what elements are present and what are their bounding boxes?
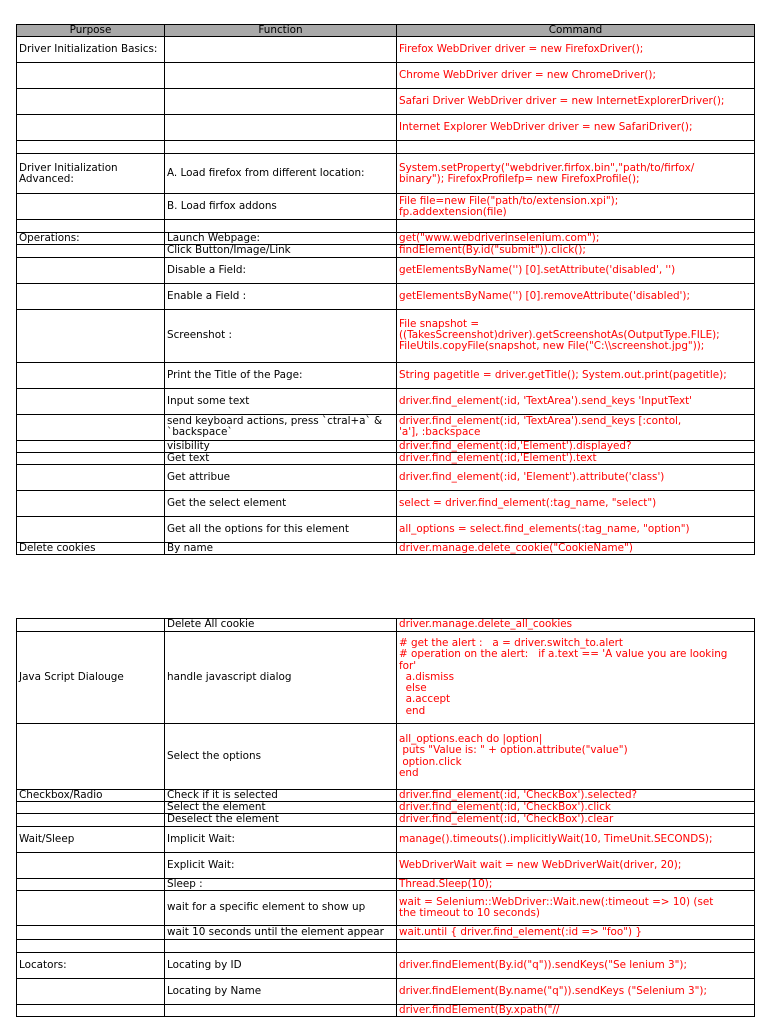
table-row [17,233,755,245]
command-cell: driver.find_element(:id,'Element').text [397,452,755,464]
table-row [17,632,755,724]
purpose-cell: Driver Initialization Advanced: [17,154,165,194]
function-cell [165,89,397,115]
purpose-header: Purpose [17,25,165,37]
table-row [17,802,755,814]
function-cell: Input some text [165,388,397,414]
purpose-cell [17,362,165,388]
command-cell: driver.manage.delete_cookie("CookieName") [397,543,755,555]
function-cell: Screenshot : [165,309,397,362]
command-cell: wait = Selenium::WebDriver::Wait.new(:timeout => 10) (set the timeout to 10 seconds) [397,890,755,925]
command-cell: driver.find_element(:id, 'Element').attribute('class') [397,465,755,491]
purpose-cell [17,257,165,283]
table-row [17,141,755,154]
purpose-cell [17,878,165,890]
table-row [17,362,755,388]
purpose-cell [17,1004,165,1016]
table-row [17,952,755,978]
table-row [17,245,755,257]
table-row [17,517,755,543]
command-header: Command [397,25,755,37]
purpose-cell [17,939,165,952]
function-cell: Delete All cookie [165,619,397,632]
command-cell: select = driver.find_element(:tag_name, "select") [397,491,755,517]
function-cell [165,939,397,952]
command-cell: File file=new File("path/to/extension.xpi"); fp.addextension(file) [397,194,755,220]
function-cell [165,220,397,233]
commands-table-bottom [16,618,755,1017]
table-row [17,491,755,517]
function-cell: Select the element [165,802,397,814]
table-row [17,37,755,63]
commands-table-top [16,24,755,555]
table-row [17,978,755,1004]
command-cell: driver.find_element(:id, 'TextArea').send_keys 'InputText' [397,388,755,414]
purpose-cell [17,491,165,517]
function-cell: Get all the options for this element [165,517,397,543]
purpose-cell [17,978,165,1004]
purpose-cell [17,724,165,790]
table-row [17,724,755,790]
function-cell: Select the options [165,724,397,790]
table-row [17,890,755,925]
purpose-cell [17,194,165,220]
command-cell: driver.find_element(:id, 'CheckBox').clear [397,814,755,826]
table-row [17,388,755,414]
function-cell: Explicit Wait: [165,852,397,878]
table-row [17,814,755,826]
purpose-cell [17,63,165,89]
function-cell: B. Load firfox addons [165,194,397,220]
purpose-cell: Wait/Sleep [17,826,165,852]
command-cell: String pagetitle = driver.getTitle(); System.out.print(pagetitle); [397,362,755,388]
command-cell [397,141,755,154]
table-row [17,283,755,309]
function-cell [165,37,397,63]
function-cell: wait for a specific element to show up [165,890,397,925]
table-row [17,89,755,115]
command-cell: Internet Explorer WebDriver driver = new SafariDriver(); [397,115,755,141]
purpose-cell [17,452,165,464]
function-cell [165,141,397,154]
purpose-cell [17,245,165,257]
function-cell: visibility [165,440,397,452]
function-cell: Disable a Field: [165,257,397,283]
purpose-cell [17,517,165,543]
function-cell: wait 10 seconds until the element appear [165,925,397,939]
command-cell: System.setProperty("webdriver.firfox.bin","path/to/firfox/ binary"); FirefoxProfilefp= new FirefoxProfile(); [397,154,755,194]
purpose-cell [17,141,165,154]
table-row [17,309,755,362]
purpose-cell [17,440,165,452]
header-row [17,25,755,37]
table-row [17,440,755,452]
function-cell: Implicit Wait: [165,826,397,852]
table-row [17,1004,755,1016]
command-cell: wait.until { driver.find_element(:id => "foo") } [397,925,755,939]
purpose-cell [17,852,165,878]
command-cell: getElementsByName('') [0].removeAttribute('disabled'); [397,283,755,309]
command-cell: WebDriverWait wait = new WebDriverWait(driver, 20); [397,852,755,878]
purpose-cell [17,465,165,491]
function-cell [165,115,397,141]
command-cell: Firefox WebDriver driver = new FirefoxDriver(); [397,37,755,63]
table-row [17,852,755,878]
purpose-cell [17,414,165,440]
command-cell: getElementsByName('') [0].setAttribute('disabled', '') [397,257,755,283]
purpose-cell [17,814,165,826]
table-row [17,63,755,89]
function-cell [165,1004,397,1016]
table-row [17,115,755,141]
purpose-cell: Driver Initialization Basics: [17,37,165,63]
function-cell: Locating by ID [165,952,397,978]
command-cell: driver.manage.delete_all_cookies [397,619,755,632]
purpose-cell: Operations: [17,233,165,245]
command-cell [397,220,755,233]
purpose-cell [17,802,165,814]
table-row [17,790,755,802]
command-cell: driver.findElement(By.xpath("// [397,1004,755,1016]
table-row [17,257,755,283]
function-cell: Sleep : [165,878,397,890]
function-cell: Launch Webpage: [165,233,397,245]
command-cell: Safari Driver WebDriver driver = new InternetExplorerDriver(); [397,89,755,115]
purpose-cell: Java Script Dialouge [17,632,165,724]
function-cell: send keyboard actions, press `ctral+a` & `backspace` [165,414,397,440]
function-cell [165,63,397,89]
function-cell: Print the Title of the Page: [165,362,397,388]
command-cell [397,939,755,952]
command-cell: driver.findElement(By.name("q")).sendKeys ("Selenium 3"); [397,978,755,1004]
function-cell: Deselect the element [165,814,397,826]
purpose-cell [17,388,165,414]
table-row [17,878,755,890]
function-cell: A. Load firefox from different location: [165,154,397,194]
table-row [17,452,755,464]
command-cell: driver.find_element(:id, 'TextArea').send_keys [:contol, 'a'], :backspace [397,414,755,440]
command-cell: driver.find_element(:id, 'CheckBox').selected? [397,790,755,802]
function-cell: By name [165,543,397,555]
command-cell: Chrome WebDriver driver = new ChromeDriver(); [397,63,755,89]
purpose-cell [17,283,165,309]
command-cell: get("www.webdriverinselenium.com"); [397,233,755,245]
table-row [17,619,755,632]
purpose-cell [17,115,165,141]
function-cell: Get attribue [165,465,397,491]
function-cell: Enable a Field : [165,283,397,309]
command-cell: # get the alert : a = driver.switch_to.alert # operation on the alert: if a.text == 'A value you are looking for' a.dismiss else a.accept end [397,632,755,724]
purpose-cell [17,309,165,362]
purpose-cell [17,890,165,925]
command-cell: driver.findElement(By.id("q")).sendKeys("Se lenium 3"); [397,952,755,978]
command-cell: File snapshot = ((TakesScreenshot)driver).getScreenshotAs(OutputType.FILE); FileUtils.copyFile(snapshot, new File("C:\\screenshot.jpg")); [397,309,755,362]
function-header: Function [165,25,397,37]
purpose-cell: Delete cookies [17,543,165,555]
function-cell: Click Button/Image/Link [165,245,397,257]
purpose-cell [17,925,165,939]
command-cell: Thread.Sleep(10); [397,878,755,890]
table-row [17,826,755,852]
table-row [17,220,755,233]
function-cell: Get the select element [165,491,397,517]
table-row [17,194,755,220]
table-row [17,925,755,939]
command-cell: findElement(By.id("submit")).click(); [397,245,755,257]
purpose-cell [17,89,165,115]
function-cell: Locating by Name [165,978,397,1004]
command-cell: all_options = select.find_elements(:tag_name, "option") [397,517,755,543]
command-cell: driver.find_element(:id,'Element').displayed? [397,440,755,452]
function-cell: Get text [165,452,397,464]
command-cell: all_options.each do |option| puts "Value is: " + option.attribute("value") option.click end [397,724,755,790]
table-row [17,543,755,555]
table-row [17,414,755,440]
purpose-cell [17,220,165,233]
function-cell: handle javascript dialog [165,632,397,724]
purpose-cell: Locators: [17,952,165,978]
table-row [17,154,755,194]
function-cell: Check if it is selected [165,790,397,802]
purpose-cell: Checkbox/Radio [17,790,165,802]
table-row [17,939,755,952]
command-cell: manage().timeouts().implicitlyWait(10, TimeUnit.SECONDS); [397,826,755,852]
purpose-cell [17,619,165,632]
command-cell: driver.find_element(:id, 'CheckBox').click [397,802,755,814]
table-row [17,465,755,491]
